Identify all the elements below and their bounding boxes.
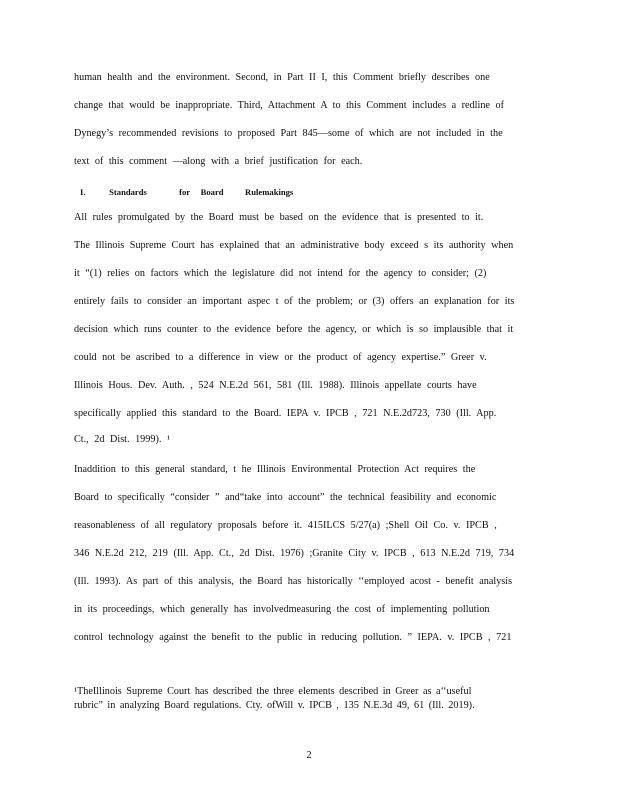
- text-line: it “(1) relies on factors which the legislature did not intend for the agency to consider; (2): [74, 268, 487, 279]
- text-line: The Illinois Supreme Court has explained that an administrative body exceed s its authority when: [74, 240, 514, 251]
- text-line: All rules promulgated by the Board must be based on the evidence that is presented to it.: [74, 212, 484, 223]
- text-line: 346 N.E.2d 212, 219 (Ill. App. Ct., 2d Dist. 1976) ;Granite City v. IPCB , 613 N.E.2d 719, 734: [74, 548, 515, 559]
- text-line: in its proceedings, which generally has involvedmeasuring the cost of implementing pollution: [74, 604, 490, 615]
- text-line: Board to specifically “consider ” and“take into account” the technical feasibility and economic: [74, 492, 497, 503]
- text-line: change that would be inappropriate. Third, Attachment A to this Comment includes a redline of: [74, 100, 504, 111]
- text-line: Ct., 2d Dist. 1999). ¹: [74, 434, 170, 445]
- text-line: (Ill. 1993). As part of this analysis, the Board has historically ‘‘employed acost - benefit analysis: [74, 576, 513, 587]
- text-line: Inaddition to this general standard, t he Illinois Environmental Protection Act requires the: [74, 464, 476, 475]
- text-line: specifically applied this standard to the Board. IEPA v. IPCB , 721 N.E.2d723, 730 (Ill. App.: [74, 408, 497, 419]
- section-heading: I. Standards for Board Rulemakings: [80, 187, 294, 197]
- text-line: Dynegy’s recommended revisions to proposed Part 845—some of which are not included in the: [74, 128, 503, 139]
- text-line: entirely fails to consider an important aspec t of the problem; or (3) offers an explanation for its: [74, 296, 515, 307]
- footnote-line: rubric” in analyzing Board regulations. Cty. ofWill v. IPCB , 135 N.E.3d 49, 61 (Ill. 2019).: [74, 700, 475, 711]
- text-line: decision which runs counter to the evidence before the agency, or which is so implausible that it: [74, 324, 514, 335]
- text-line: control technology against the benefit to the public in reducing pollution. ” IEPA. v. IPCB , 721: [74, 632, 512, 643]
- page-number: 2: [306, 750, 312, 761]
- text-line: could not be ascribed to a difference in view or the product of agency expertise.” Greer v.: [74, 352, 487, 363]
- text-line: reasonableness of all regulatory proposals before it. 415ILCS 5/27(a) ;Shell Oil Co. v. IPCB ,: [74, 520, 497, 531]
- footnote-line: ¹TheIllinois Supreme Court has described the three elements described in Greer as a‘‘useful: [74, 686, 472, 697]
- text-line: text of this comment —along with a brief justification for each.: [74, 156, 363, 167]
- text-line: human health and the environment. Second, in Part II I, this Comment briefly describes one: [74, 72, 490, 83]
- text-line: Illinois Hous. Dev. Auth. , 524 N.E.2d 561, 581 (Ill. 1988). Illinois appellate courts have: [74, 380, 477, 391]
